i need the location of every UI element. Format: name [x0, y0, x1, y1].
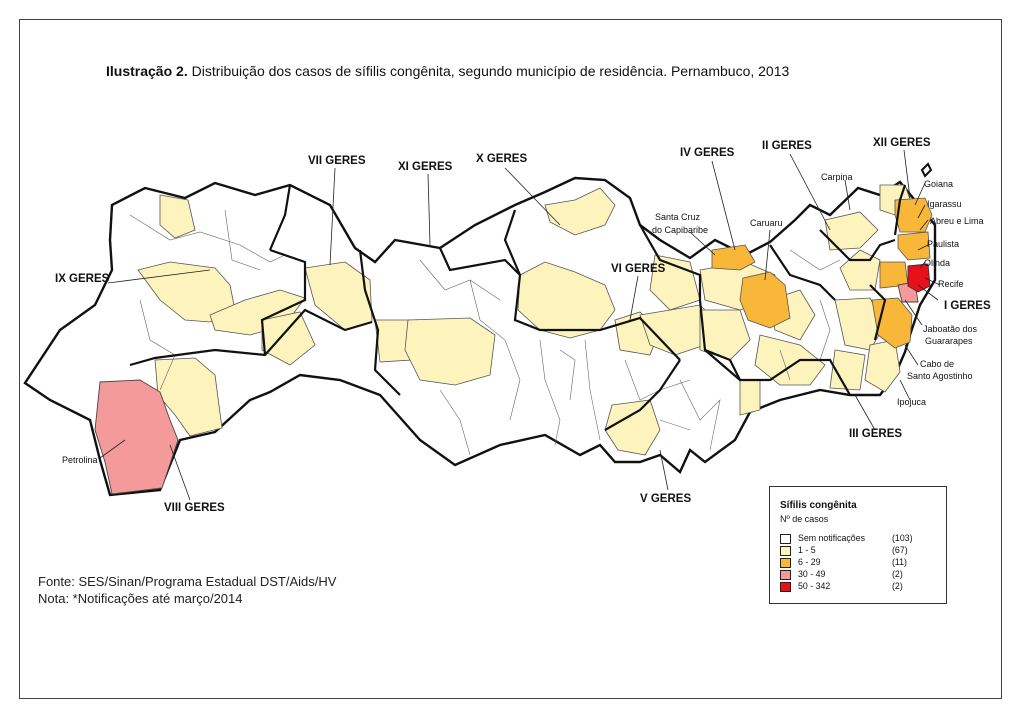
label-iii-geres: III GERES	[849, 428, 903, 440]
city-igarassu: Igarassu	[927, 199, 962, 209]
legend-title: Sífilis congênita	[780, 500, 857, 511]
city-cabo-line2: Santo Agostinho	[907, 371, 973, 381]
legend-count: (2)	[892, 569, 903, 579]
legend-label: 50 - 342	[798, 581, 831, 591]
legend-row	[780, 581, 940, 592]
legend-row	[780, 545, 940, 556]
city-jaboatao-line1: Jaboatão dos	[923, 324, 978, 334]
city-petrolina: Petrolina	[62, 455, 98, 465]
legend-swatch-6-29	[780, 558, 791, 568]
label-i-geres: I GERES	[944, 300, 991, 312]
legend-count: (103)	[892, 533, 913, 543]
note-line: Nota: *Notificações até março/2014	[38, 591, 243, 606]
label-vi-geres: VI GERES	[611, 263, 666, 275]
label-vii-geres: VII GERES	[308, 155, 366, 167]
label-ix-geres: IX GERES	[55, 273, 110, 285]
label-ii-geres: II GERES	[762, 140, 812, 152]
city-caruaru: Caruaru	[750, 218, 783, 228]
legend-label: 1 - 5	[798, 545, 816, 555]
legend-count: (11)	[892, 557, 907, 567]
city-olinda: Olinda	[924, 258, 951, 268]
map-legend	[769, 486, 947, 604]
legend-row	[780, 557, 940, 568]
legend-label: 6 - 29	[798, 557, 821, 567]
legend-swatch-50-342	[780, 582, 791, 592]
city-recife: Recife	[938, 279, 964, 289]
city-abreu-e-lima: Abreu e Lima	[930, 216, 984, 226]
legend-row	[780, 533, 940, 544]
legend-subtitle: Nº de casos	[780, 514, 829, 524]
city-cabo-line1: Cabo de	[920, 359, 955, 369]
city-jaboatao-line2: Guararapes	[925, 336, 973, 346]
legend-label: Sem notificações	[798, 533, 865, 543]
legend-row	[780, 569, 940, 580]
label-v-geres: V GERES	[640, 493, 692, 505]
fernando-de-noronha	[922, 164, 931, 176]
label-viii-geres: VIII GERES	[164, 502, 225, 514]
city-paulista: Paulista	[927, 239, 960, 249]
legend-swatch-1-5	[780, 546, 791, 556]
city-santa-cruz-line2: do Capibaribe	[652, 225, 709, 235]
legend-label: 30 - 49	[798, 569, 826, 579]
legend-swatch-none	[780, 534, 791, 544]
label-xi-geres: XI GERES	[398, 161, 453, 173]
legend-swatch-30-49	[780, 570, 791, 580]
legend-count: (2)	[892, 581, 903, 591]
source-line: Fonte: SES/Sinan/Programa Estadual DST/Aids/HV	[38, 574, 337, 589]
city-carpina: Carpina	[821, 172, 853, 182]
map-title: Ilustração 2. Distribuição dos casos de sífilis congênita, segundo município de residência. Pernambuco, 2013	[106, 63, 790, 79]
label-xii-geres: XII GERES	[873, 137, 931, 149]
city-santa-cruz-line1: Santa Cruz	[655, 212, 701, 222]
map-source	[38, 573, 336, 607]
city-goiana: Goiana	[924, 179, 954, 189]
city-ipojuca: Ipojuca	[897, 397, 927, 407]
legend-count: (67)	[892, 545, 908, 555]
label-x-geres: X GERES	[476, 153, 528, 165]
label-iv-geres: IV GERES	[680, 147, 735, 159]
